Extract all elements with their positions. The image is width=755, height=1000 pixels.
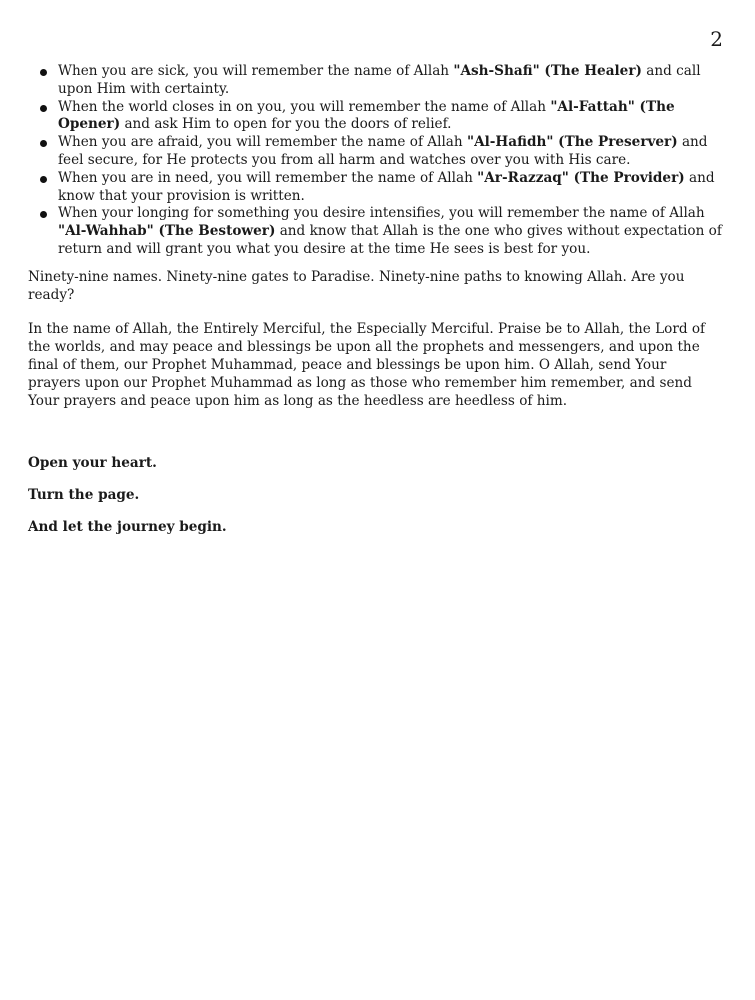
divine-name: "Al-Fattah" (The Opener) [58,98,675,133]
page-number: 2 [710,27,723,51]
names-bullet-list [28,63,723,259]
bullet-icon [40,69,47,76]
closing-line-journey: And let the journey begin. [28,518,227,535]
bullet-icon [40,211,47,218]
prayer-paragraph: In the name of Allah, the Entirely Merciful, the Especially Merciful. Praise be to Allah, the Lord of the worlds, and may peace and blessings be upon all the prophets and messengers, and upon the final of them, our Prophet Muhammad, peace and blessings be upon him. O Allah, send Your prayers upon our Prophet Muhammad as long as those who remember him remember, and send Your prayers and peace upon him as long as the heedless are heedless of him. [28,321,706,409]
divine-name: "Ash-Shafi" (The Healer) [453,63,642,79]
list-item: When you are afraid, you will remember the name of Allah "Al-Hafidh" (The Preserver) and feel secure, for He protects you from all harm and watches over you with His care. [28,134,723,170]
page-content [28,63,723,551]
bullet-icon [40,140,47,147]
divine-name: "Al-Wahhab" (The Bestower) [58,223,276,240]
bullet-icon [40,105,47,112]
list-item: When the world closes in on you, you will remember the name of Allah "Al-Fattah" (The Opener) and ask Him to open for you the doors of relief. [28,99,723,135]
list-item: When your longing for something you desire intensifies, you will remember the name of Allah "Al-Wahhab" (The Bestower) and know that Allah is the one who gives without expectation of return and will grant you what you desire at the time He sees is best for you. [28,205,723,258]
names-paragraph: Ninety-nine names. Ninety-nine gates to Paradise. Ninety-nine paths to knowing Allah. Are you ready? [28,268,685,303]
divine-name: "Ar-Razzaq" (The Provider) [477,169,685,186]
closing-lines [28,455,723,536]
list-item: When you are sick, you will remember the name of Allah "Ash-Shafi" (The Healer) and call upon Him with certainty. [28,63,723,99]
closing-line-open-heart: Open your heart. [28,455,157,472]
list-item: When you are in need, you will remember the name of Allah "Ar-Razzaq" (The Provider) and know that your provision is written. [28,170,723,206]
closing-line-turn-page: Turn the page. [28,487,140,504]
bullet-icon [40,176,47,183]
divine-name: "Al-Hafidh" (The Preserver) [467,134,678,151]
